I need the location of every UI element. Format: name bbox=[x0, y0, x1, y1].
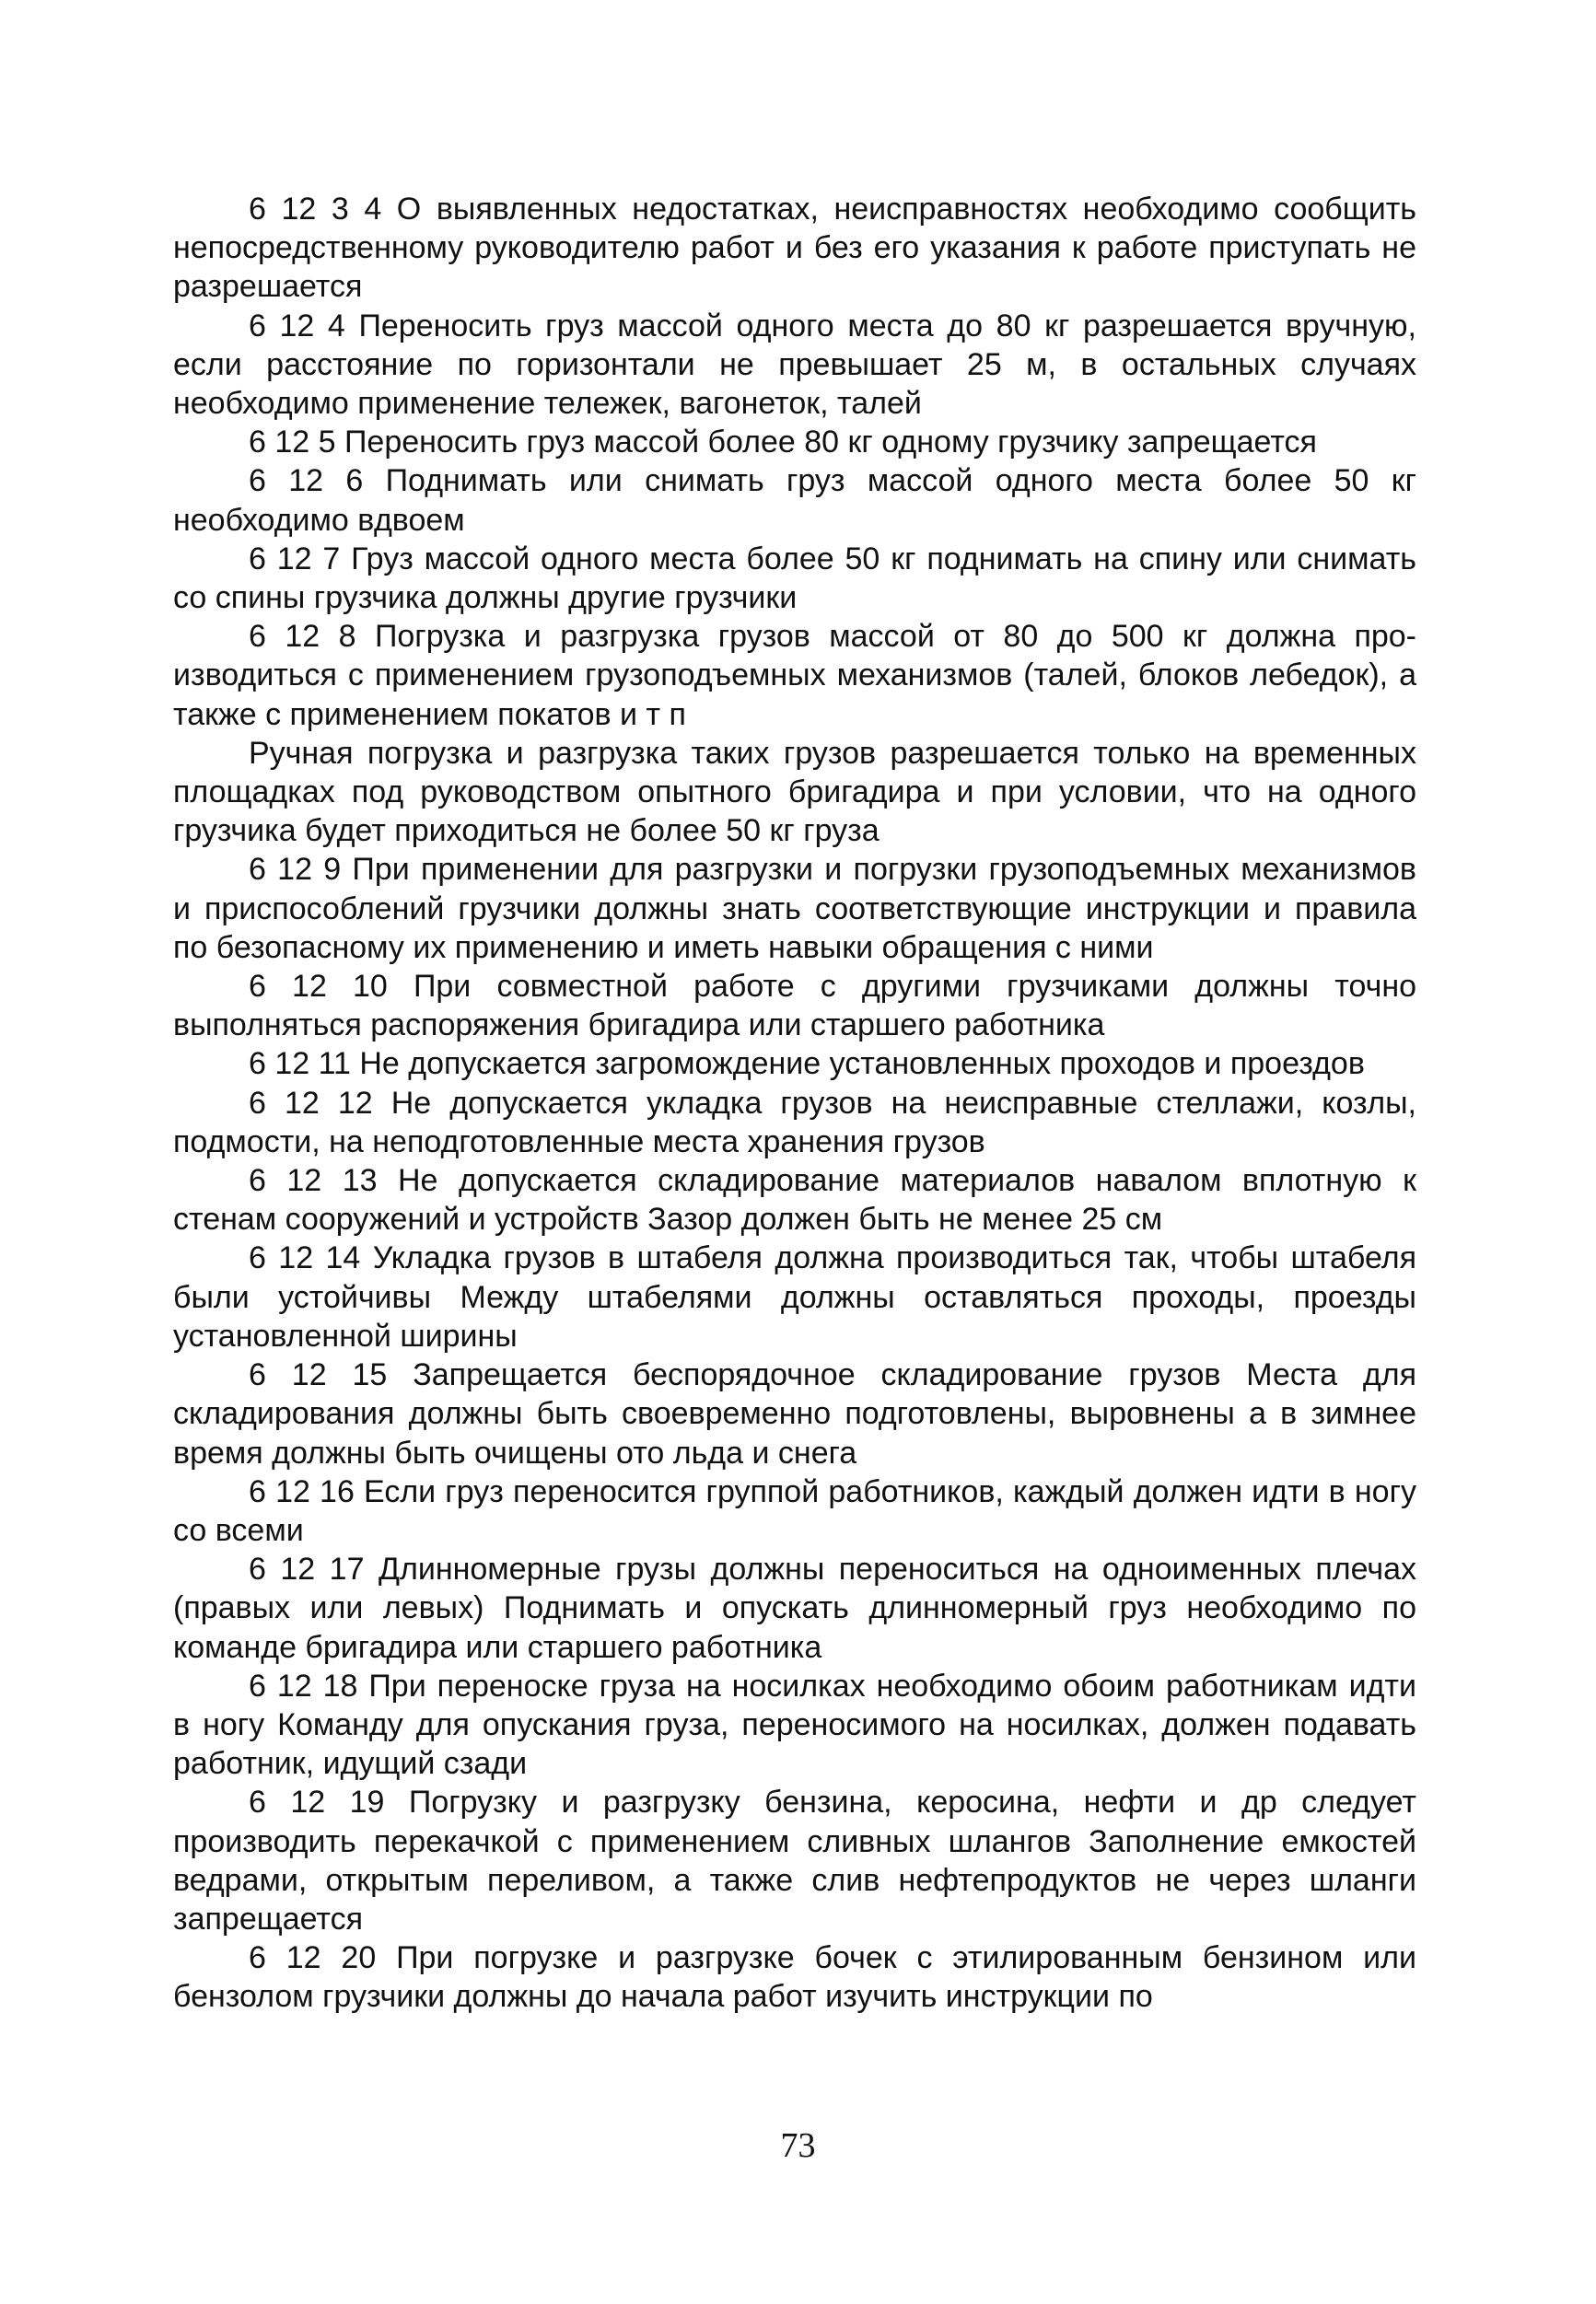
paragraph-6-12-19: 6 12 19 Погрузку и разгрузку бензина, керосина, нефти и др следует производить перекачкой с применением сливных шлангов Заполнение емкостей ведрами, открытым переливом, а также слив нефтепродуктов не через шланги запрещается bbox=[173, 1785, 1416, 1937]
paragraph-6-12-6: 6 12 6 Поднимать или снимать груз массой одного места более 50 кг необходимо вдвоем bbox=[173, 463, 1416, 538]
paragraph-6-12-12: 6 12 12 Не допускается укладка грузов на неисправные стеллажи, козлы, подмости, на неподготовленные места хранения грузов bbox=[173, 1085, 1416, 1159]
paragraph-manual-loading: Ручная погрузка и разгрузка таких грузов разрешается только на временных площадках под руководством опытного бригадира и при условии, что на одного грузчика будет приходиться не более 50 кг груза bbox=[173, 735, 1416, 849]
paragraph-6-12-8: 6 12 8 Погрузка и разгрузка грузов массой от 80 до 500 кг должна производиться с применением грузоподъемных механизмов (талей, блоков лебедок), а также с применением покатов и т п bbox=[173, 619, 1416, 732]
paragraph-6-12-9: 6 12 9 При применении для разгрузки и погрузки грузоподъемных механизмов и приспособлений грузчики должны знать соответствующие инструкции и правила по безопасному их применению и иметь навыки обращения с ними bbox=[173, 852, 1416, 965]
paragraph-6-12-5: 6 12 5 Переносить груз массой более 80 кг одному грузчику запрещается bbox=[249, 425, 1317, 460]
paragraph-6-12-10: 6 12 10 При совместной работе с другими грузчиками должны точно выполняться распоряжения бригадира или старшего работника bbox=[173, 969, 1416, 1043]
paragraph-6-12-18: 6 12 18 При переноске груза на носилках необходимо обоим работникам идти в ногу Команду для опускания груза, переносимого на носилках, должен подавать работник, идущий сзади bbox=[173, 1668, 1416, 1782]
paragraph-6-12-15: 6 12 15 Запрещается беспорядочное складирование грузов Места для складирования должны быть своевременно подготовлены, выровнены а в зимнее время должны быть очищены ото льда и снега bbox=[173, 1357, 1416, 1471]
body-text bbox=[173, 190, 1416, 2017]
paragraph-6-12-11: 6 12 11 Не допускается загромождение установленных проходов и проездов bbox=[249, 1046, 1365, 1082]
paragraph-6-12-17: 6 12 17 Длинномерные грузы должны переноситься на одноименных плечах (правых или левых) Поднимать и опускать длинномерный груз необходимо по команде бригадира или старшего работника bbox=[173, 1552, 1416, 1665]
paragraph-6-12-7: 6 12 7 Груз массой одного места более 50 кг поднимать на спину или снимать со спины грузчика должны другие грузчики bbox=[173, 541, 1416, 616]
paragraph-6-12-4: 6 12 4 Переносить груз массой одного места до 80 кг разрешается вручную, если расстояние по горизонтали не превышает 25 м, в остальных случаях необходимо применение тележек, вагонеток, талей bbox=[173, 308, 1416, 422]
page-number: 73 bbox=[780, 2126, 816, 2165]
paragraph-6-12-20: 6 12 20 При погрузке и разгрузке бочек с этилированным бензином или бензолом грузчики должны до начала работ изучить инструкции по bbox=[173, 1940, 1416, 2015]
paragraph-6-12-16: 6 12 16 Если груз переносится группой работников, каждый должен идти в ногу со всеми bbox=[173, 1473, 1416, 1548]
paragraph-6-12-14: 6 12 14 Укладка грузов в штабеля должна производиться так, чтобы штабеля были устойчивы Между штабелями должны оставляться проходы, проезды установленной ширины bbox=[173, 1240, 1416, 1354]
paragraph-6-12-13: 6 12 13 Не допускается складирование материалов навалом вплотную к стенам сооружений и устройств Зазор должен быть не менее 25 см bbox=[173, 1163, 1416, 1238]
paragraph-6-12-3-4: 6 12 3 4 О выявленных недостатках, неисправностях необходимо сообщить непосредственному руководителю работ и без его указания к работе приступать не разрешается bbox=[173, 192, 1416, 305]
